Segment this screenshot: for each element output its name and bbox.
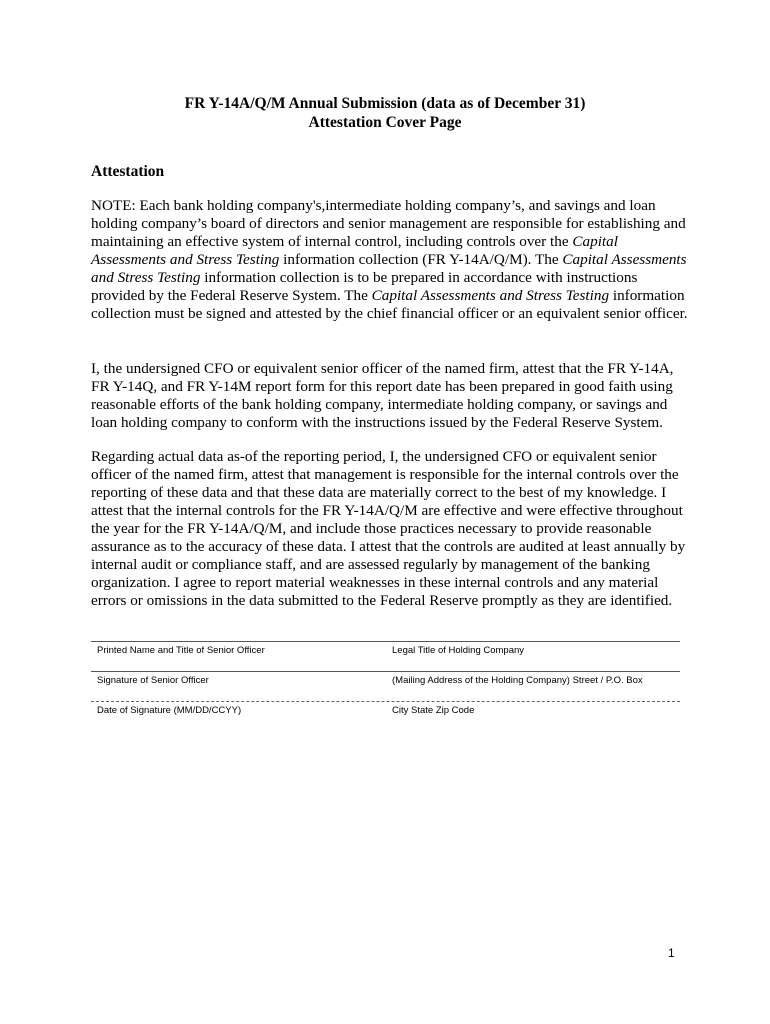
document-subtitle: Attestation Cover Page (308, 114, 462, 131)
legal-title-field[interactable]: Legal Title of Holding Company (392, 645, 525, 656)
signature-row (91, 641, 680, 671)
date-of-signature-field[interactable]: Date of Signature (MM/DD/CCYY) (97, 705, 242, 716)
signature-block (91, 641, 680, 731)
section-heading: Attestation (91, 163, 165, 180)
signature-row (91, 671, 680, 701)
signature-field[interactable]: Signature of Senior Officer (97, 675, 209, 686)
page-number: 1 (668, 946, 675, 960)
signature-row (91, 701, 680, 731)
printed-name-field[interactable]: Printed Name and Title of Senior Officer (97, 645, 265, 656)
document-title: FR Y-14A/Q/M Annual Submission (data as of December 31) (184, 95, 586, 112)
internal-controls-paragraph: Regarding actual data as-of the reporting period, I, the undersigned CFO or equivalent senior officer of the named firm, attest that management is responsible for the internal controls over the reporting of these data and that these data are materially correct to the best of my knowledge. I attest that the internal controls for the FR Y-14A/Q/M are effective and were effective throughout the year for the FR Y-14A/Q/M, and include those practices necessary to provide reasonable assurance as to the accuracy of these data. I attest that the controls are audited at least annually by internal audit or compliance staff, and are assessed regularly by management of the banking organization. I agree to report material weaknesses in these internal controls and any material errors or omissions in the data submitted to the Federal Reserve promptly as they are identified. (91, 448, 686, 609)
city-state-zip-field[interactable]: City State Zip Code (392, 705, 475, 716)
note-paragraph: NOTE: Each bank holding company's,intermediate holding company’s, and savings and loan holding company’s board of directors and senior management are responsible for establishing and maintaining an effective system of internal control, including controls over the Capital Assessments and Stress Testing information collection (FR Y-14A/Q/M). The Capital Assessments and Stress Testing information collection is to be prepared in accordance with instructions provided by the Federal Reserve System. The Capital Assessments and Stress Testing information collection must be signed and attested by the chief financial officer or an equivalent senior officer. (91, 197, 688, 322)
attestation-paragraph: I, the undersigned CFO or equivalent senior officer of the named firm, attest that the FR Y-14A, FR Y-14Q, and FR Y-14M report form for this report date has been prepared in good faith using reasonable efforts of the bank holding company, intermediate holding company, or savings and loan holding company to conform with the instructions issued by the Federal Reserve System. (91, 360, 674, 431)
mailing-address-field[interactable]: (Mailing Address of the Holding Company) Street / P.O. Box (392, 675, 643, 686)
